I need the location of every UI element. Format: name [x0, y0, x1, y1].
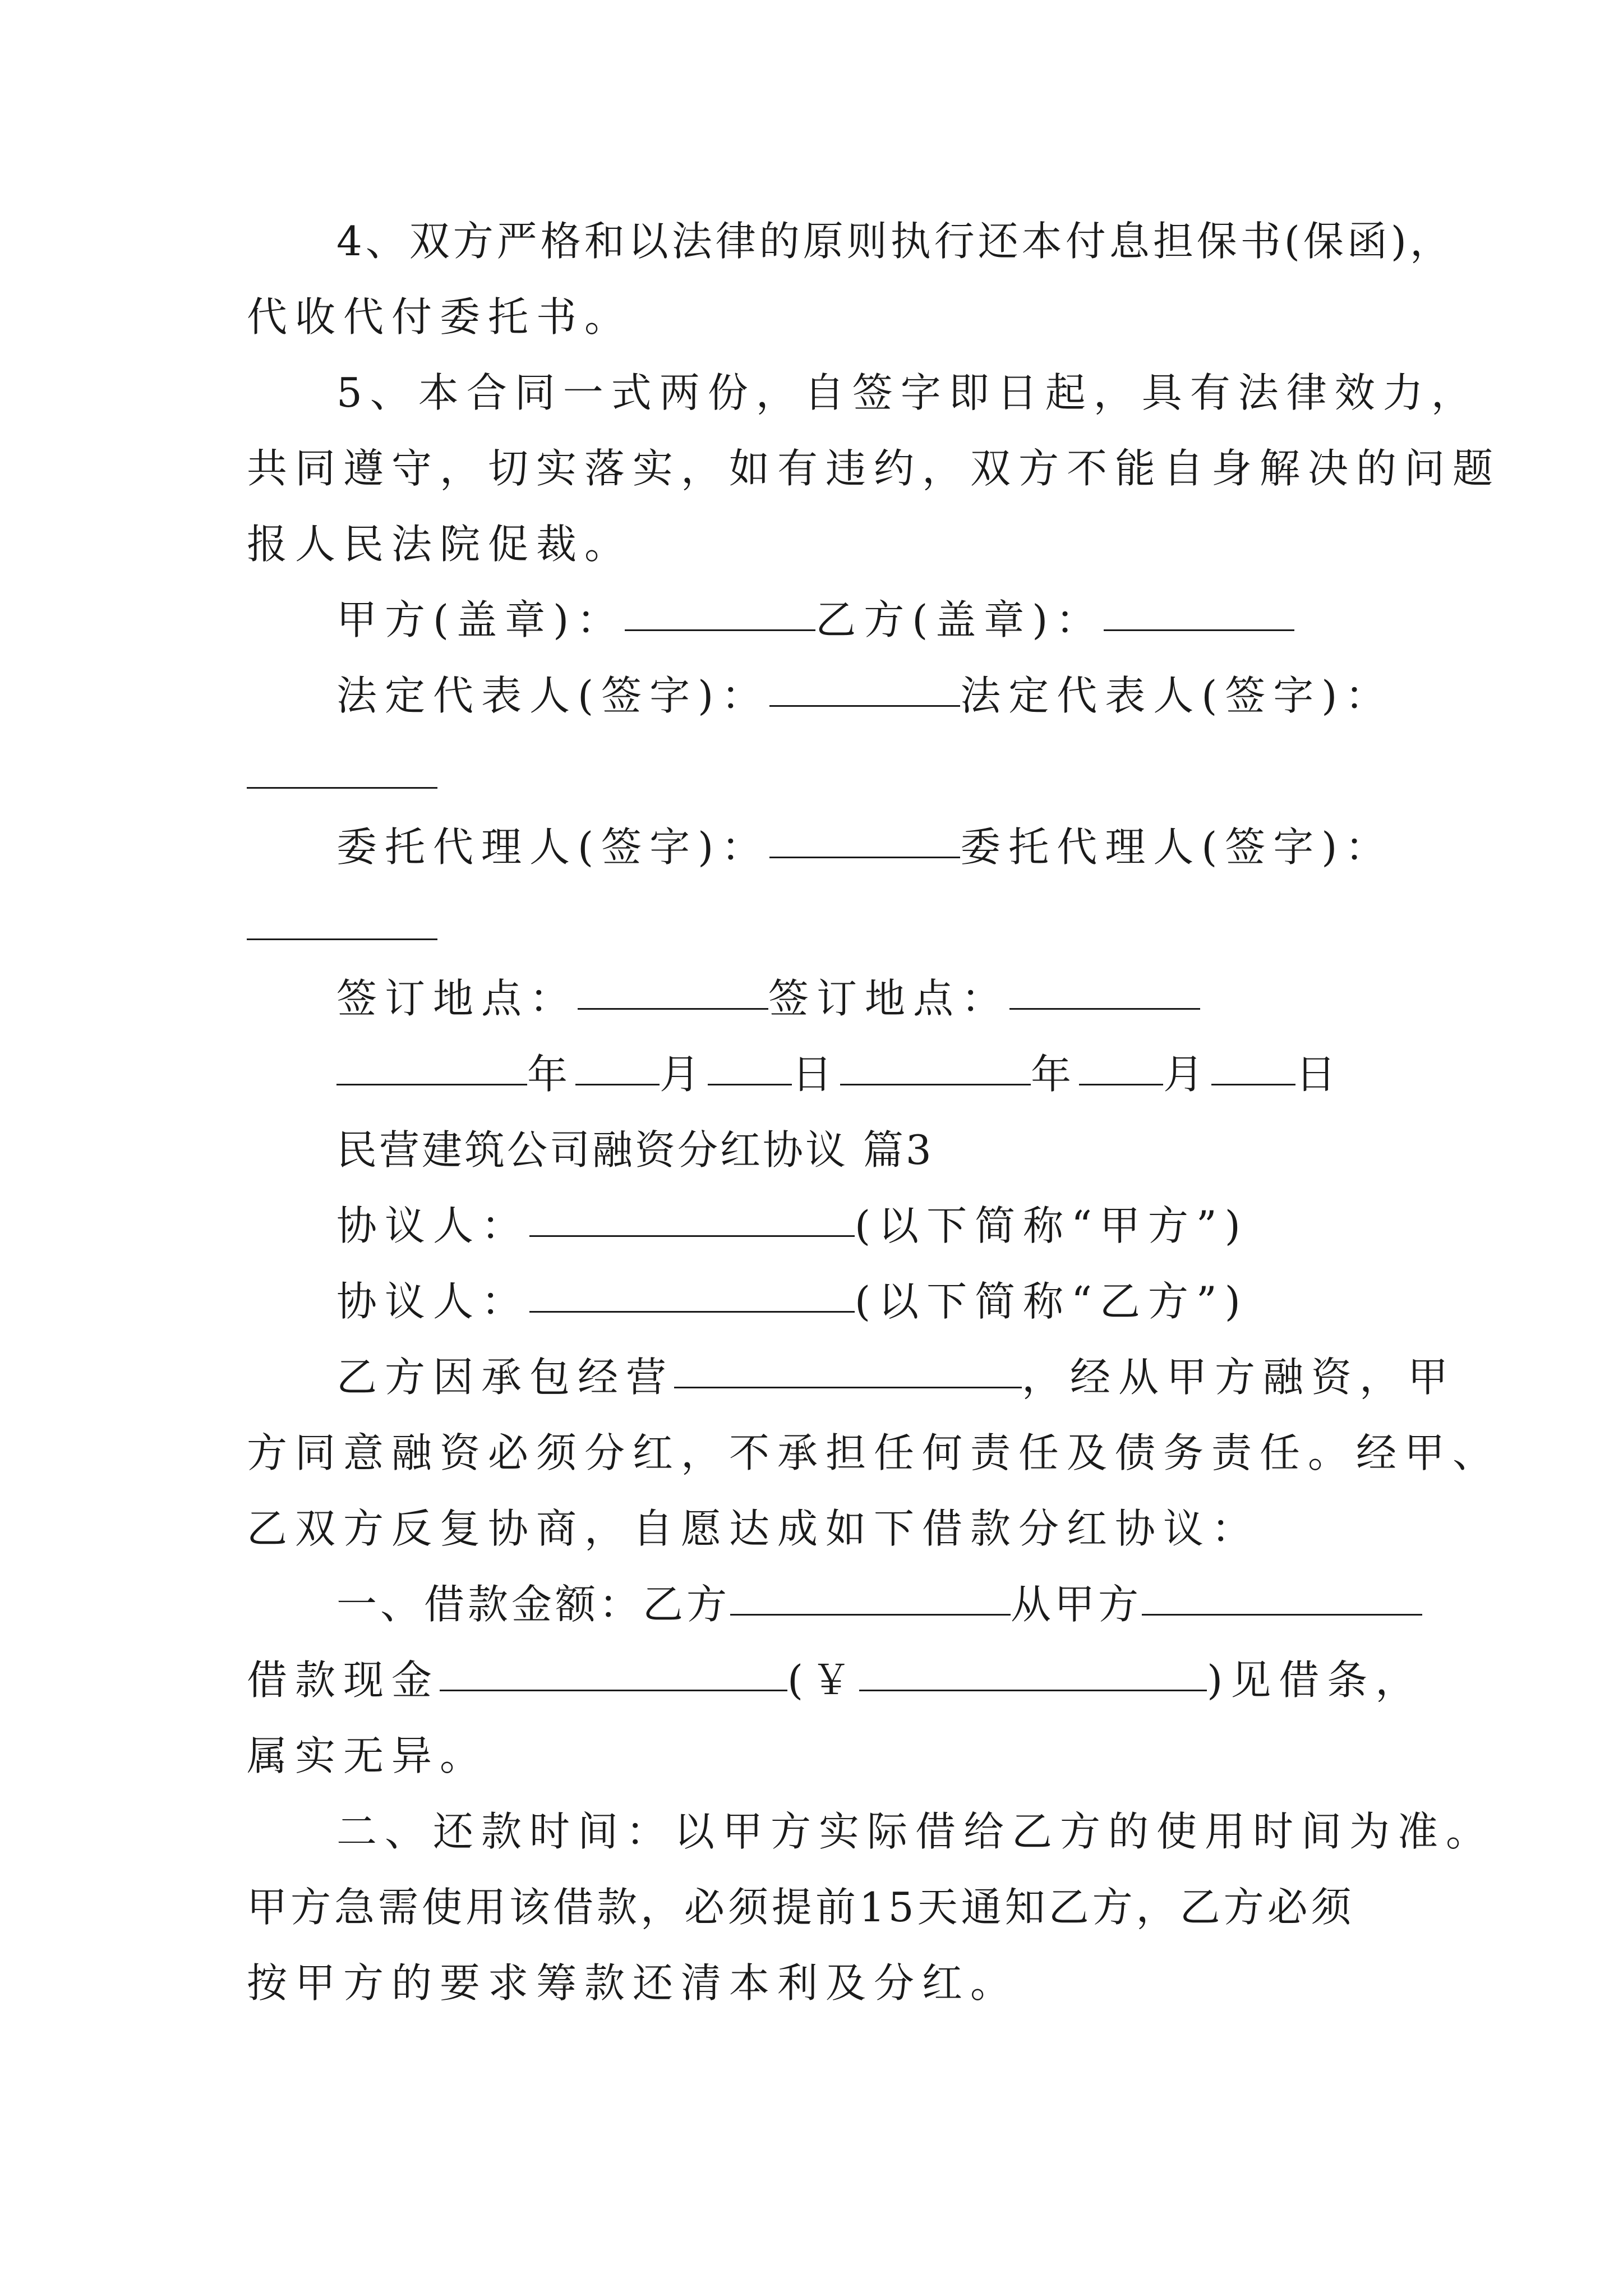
section-title: 民营建筑公司融资分红协议 篇3	[336, 1126, 934, 1174]
date-a-year-label: 年	[527, 1051, 576, 1098]
party-2-line	[336, 1276, 1248, 1327]
seal-line	[336, 595, 1294, 645]
place-a-label: 签订地点：	[336, 975, 578, 1022]
place-b-label: 签订地点：	[768, 975, 1010, 1022]
party-2-suffix: (以下简称“乙方”)	[855, 1278, 1248, 1325]
intro-line-2: 方同意融资必须分红，不承担任何责任及债务责任。经甲、	[247, 1429, 1501, 1476]
intro-line-3: 乙双方反复协商，自愿达成如下借款分红协议：	[247, 1505, 1260, 1552]
clause-1-text-a: 一、借款金额：乙方	[336, 1581, 731, 1628]
clause-1-text-d: (￥	[787, 1657, 860, 1704]
borrower-blank	[730, 1579, 1011, 1616]
date-line	[336, 1049, 1344, 1099]
legal-rep-a-blank	[769, 670, 960, 707]
party-1-blank	[529, 1200, 855, 1237]
clause-1-line-2	[247, 1655, 1423, 1705]
clause-1-text-e: )见借条，	[1207, 1657, 1424, 1704]
clause-1-line-1	[336, 1579, 1422, 1630]
date-b-month-blank	[1079, 1049, 1163, 1085]
lender-blank	[1142, 1579, 1422, 1616]
party-2-blank	[529, 1276, 855, 1313]
place-line	[336, 973, 1200, 1024]
date-a-month-label: 月	[660, 1051, 708, 1098]
clause-5-line-2: 共同遵守，切实落实，如有违约，双方不能自身解决的问题	[247, 445, 1501, 492]
legal-rep-line	[336, 670, 1393, 721]
clause-1-text-b: 从甲方	[1011, 1581, 1142, 1628]
place-a-blank	[578, 973, 768, 1010]
agent-line	[336, 822, 1393, 872]
intro-text-b: ，经从甲方融资，甲	[1022, 1354, 1456, 1401]
place-b-blank	[1009, 973, 1200, 1010]
agent-b-label: 委托代理人(签字)：	[960, 823, 1394, 871]
party-1-suffix: (以下简称“甲方”)	[855, 1202, 1248, 1249]
party-2-label: 协议人：	[336, 1278, 530, 1325]
date-b-month-label: 月	[1163, 1051, 1212, 1098]
date-b-day-blank	[1211, 1049, 1295, 1085]
party-1-label: 协议人：	[336, 1202, 530, 1249]
date-b-day-label: 日	[1295, 1051, 1344, 1098]
party-b-seal-blank	[1104, 595, 1294, 631]
intro-blank	[674, 1352, 1022, 1388]
legal-rep-b-label: 法定代表人(签字)：	[960, 672, 1394, 719]
date-a-day-label: 日	[792, 1051, 841, 1098]
party-a-seal-label: 甲方(盖章)：	[336, 596, 625, 643]
amount-figures-blank	[859, 1655, 1207, 1691]
amount-words-blank	[440, 1655, 787, 1691]
agent-a-blank	[769, 822, 960, 858]
party-1-line	[336, 1200, 1248, 1251]
clause-1-text-c: 借款现金	[247, 1657, 440, 1704]
party-a-seal-blank	[625, 595, 815, 631]
agent-a-label: 委托代理人(签字)：	[336, 823, 770, 871]
clause-2-line-3: 按甲方的要求筹款还清本利及分红。	[247, 1959, 1019, 2007]
clause-5-line-3: 报人民法院促裁。	[247, 521, 633, 568]
clause-1-line-3: 属实无异。	[247, 1732, 488, 1779]
date-a-month-blank	[575, 1049, 660, 1085]
clause-2-line-2: 甲方急需使用该借款，必须提前15天通知乙方，乙方必须	[247, 1884, 1355, 1931]
clause-4-line-2: 代收代付委托书。	[247, 293, 633, 341]
date-a-day-blank	[708, 1049, 792, 1085]
legal-rep-a-label: 法定代表人(签字)：	[336, 672, 770, 719]
date-b-year-blank	[840, 1049, 1031, 1085]
party-b-seal-label: 乙方(盖章)：	[815, 596, 1104, 643]
legal-rep-b-blank	[247, 787, 437, 789]
intro-line-1	[336, 1352, 1456, 1402]
date-b-year-label: 年	[1031, 1051, 1080, 1098]
clause-4-line-1: 4、双方严格和以法律的原则执行还本付息担保书(保函)，	[336, 218, 1454, 265]
intro-text-a: 乙方因承包经营	[336, 1354, 675, 1401]
clause-5-line-1: 5、本合同一式两份，自签字即日起，具有法律效力，	[336, 369, 1479, 416]
agent-b-blank	[247, 938, 437, 940]
clause-2-line-1: 二、还款时间：以甲方实际借给乙方的使用时间为准。	[336, 1808, 1495, 1855]
date-a-year-blank	[336, 1049, 527, 1085]
